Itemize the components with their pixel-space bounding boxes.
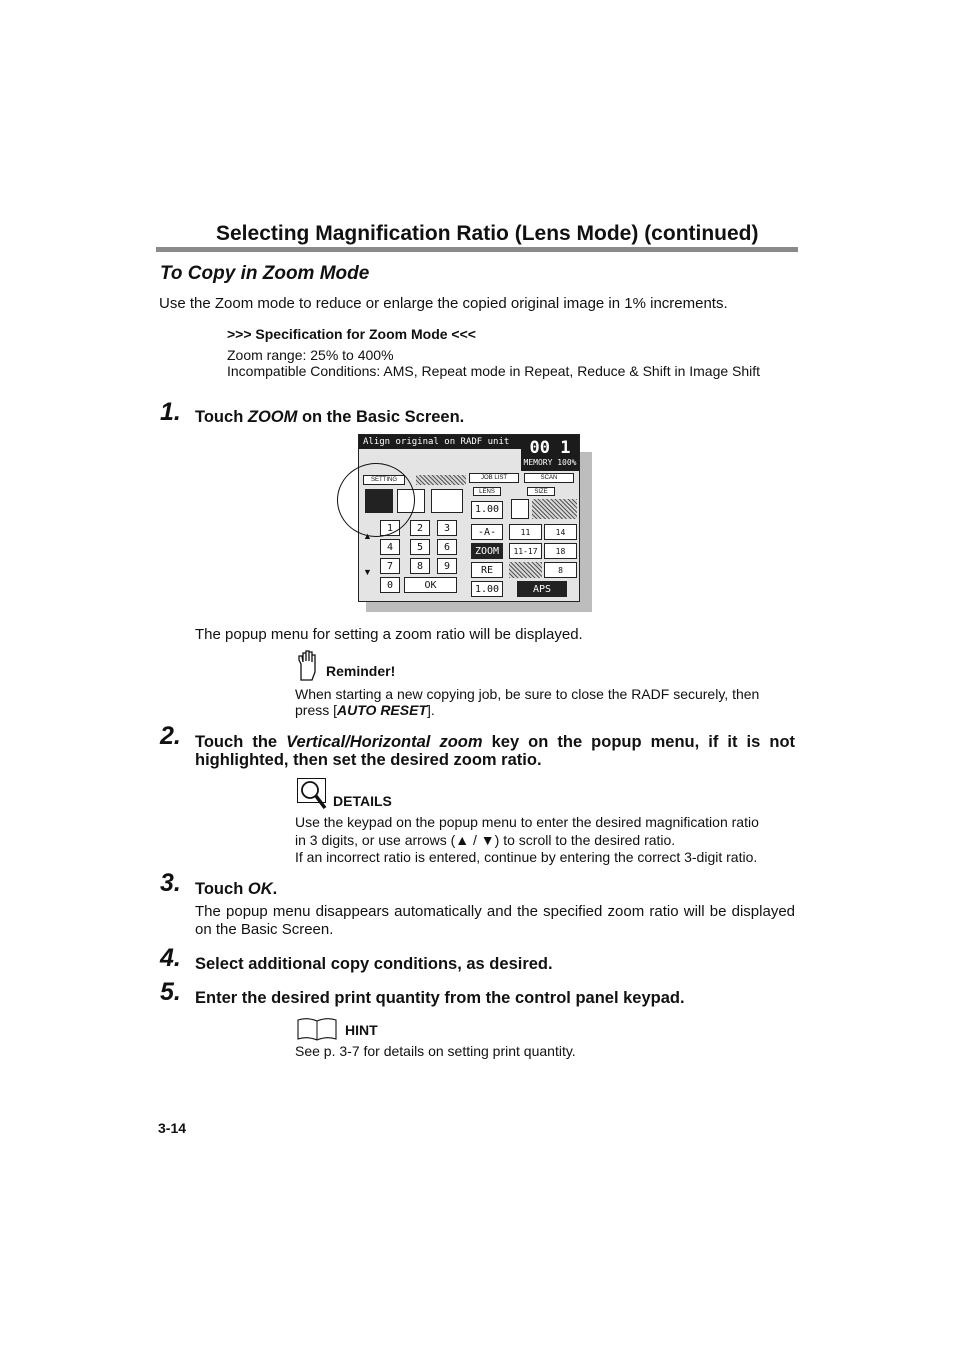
step-1-result: The popup menu for setting a zoom ratio will be displayed.	[195, 626, 583, 643]
paper-tray-2[interactable]: 14	[544, 524, 577, 540]
keypad-8[interactable]: 8	[410, 558, 430, 574]
panel-counter: 00 1	[521, 435, 579, 471]
paper-tray-5[interactable]: 8	[544, 562, 577, 578]
step-4-number: 4.	[160, 944, 181, 972]
reminder-em: AUTO RESET	[337, 702, 427, 718]
reminder-pre: When starting a new copying job, be sure to close the RADF securely, then press [	[295, 686, 760, 718]
paper-tray-3[interactable]: 11-17	[509, 543, 542, 559]
keypad-0[interactable]: 0	[380, 577, 400, 593]
magnifier-icon	[297, 778, 329, 817]
keypad-5[interactable]: 5	[410, 539, 430, 555]
reminder-post: ].	[427, 702, 435, 718]
reminder-label: Reminder!	[326, 663, 396, 679]
step-1-text	[195, 408, 464, 426]
step-1-number: 1.	[160, 398, 181, 426]
step-4-text: Select additional copy conditions, as desired.	[195, 955, 553, 973]
spec-line-1: Zoom range: 25% to 400%	[227, 347, 394, 363]
details-line-2: in 3 digits, or use arrows (▲ / ▼) to scroll to the desired ratio.	[295, 832, 676, 848]
spec-line-2: Incompatible Conditions: AMS, Repeat mode in Repeat, Reduce & Shift in Image Shift	[227, 363, 761, 379]
size-label: SIZE	[527, 487, 555, 496]
setting-tab[interactable]: SETTING	[363, 475, 405, 485]
step-2-text	[195, 733, 795, 769]
paper-stack-icon[interactable]	[511, 499, 529, 519]
zoom-key[interactable]: ZOOM	[471, 543, 503, 559]
lens-ratio-display[interactable]: 1.00	[471, 501, 503, 519]
lens-ratio-key[interactable]: 1.00	[471, 581, 503, 597]
step-1-em: ZOOM	[247, 408, 298, 426]
step-5-number: 5.	[160, 978, 181, 1006]
hint-text: See p. 3-7 for details on setting print quantity.	[295, 1043, 576, 1059]
reminder-hand-icon	[296, 650, 322, 687]
step-3-number: 3.	[160, 869, 181, 897]
page-title: Selecting Magnification Ratio (Lens Mode) (continued)	[216, 222, 759, 245]
arrow-down-icon[interactable]: ▼	[363, 567, 372, 577]
panel-message: Align original on RADF unit	[359, 435, 525, 449]
keypad-1[interactable]: 1	[380, 520, 400, 536]
step-3-text	[195, 880, 277, 898]
details-line-3: If an incorrect ratio is entered, continue by entering the correct 3-digit ratio.	[295, 849, 758, 865]
lens-auto-key[interactable]: -A-	[471, 524, 503, 540]
keypad-3[interactable]: 3	[437, 520, 457, 536]
subheading: To Copy in Zoom Mode	[160, 263, 370, 284]
paper-hatched	[509, 562, 542, 578]
keypad-4[interactable]: 4	[380, 539, 400, 555]
paper-tray-4[interactable]: 18	[544, 543, 577, 559]
keypad-ok[interactable]: OK	[404, 577, 457, 593]
step-2-pre: Touch the	[195, 733, 287, 751]
size-hatched-area	[532, 499, 577, 519]
step-2-post: key on the popup menu, if it is not highlighted, then set the desired zoom ratio.	[195, 733, 796, 769]
step-1-post: on the Basic Screen.	[297, 408, 465, 426]
output-icon-key[interactable]	[431, 489, 463, 513]
step-3-post: .	[272, 880, 278, 898]
keypad-9[interactable]: 9	[437, 558, 457, 574]
intro-text: Use the Zoom mode to reduce or enlarge the copied original image in 1% increments.	[159, 295, 728, 312]
page-number: 3-14	[158, 1120, 187, 1136]
book-icon	[297, 1017, 337, 1046]
re-key[interactable]: RE	[471, 562, 503, 578]
hint-label: HINT	[345, 1022, 378, 1038]
step-1-pre: Touch	[195, 408, 248, 426]
control-panel-illustration	[358, 434, 580, 602]
scan-tab[interactable]: SCAN	[524, 473, 574, 483]
keypad-2[interactable]: 2	[410, 520, 430, 536]
keypad-6[interactable]: 6	[437, 539, 457, 555]
keypad-7[interactable]: 7	[380, 558, 400, 574]
details-label: DETAILS	[333, 793, 392, 809]
highlight-circle	[337, 463, 415, 537]
step-5-text: Enter the desired print quantity from the control panel keypad.	[195, 989, 685, 1007]
step-2-em: Vertical/Horizontal zoom	[286, 733, 483, 751]
lens-label: LENS	[473, 487, 501, 496]
title-rule	[156, 247, 798, 252]
step-3-pre: Touch	[195, 880, 248, 898]
spec-title: >>> Specification for Zoom Mode <<<	[227, 326, 476, 342]
step-2-number: 2.	[160, 722, 181, 750]
arrow-up-icon[interactable]: ▲	[363, 531, 372, 541]
step-3-em: OK	[247, 880, 273, 898]
paper-tray-1[interactable]: 11	[509, 524, 542, 540]
details-line-1: Use the keypad on the popup menu to enter the desired magnification ratio	[295, 814, 759, 830]
panel-memory: MEMORY 100%	[523, 458, 577, 467]
hatched-tab	[416, 475, 466, 485]
reminder-text	[295, 686, 795, 718]
aps-key[interactable]: APS	[517, 581, 567, 597]
step-3-result: The popup menu disappears automatically and the specified zoom ratio will be displayed on the Basic Screen.	[195, 903, 795, 938]
job-list-tab[interactable]: JOB LIST	[469, 473, 519, 483]
